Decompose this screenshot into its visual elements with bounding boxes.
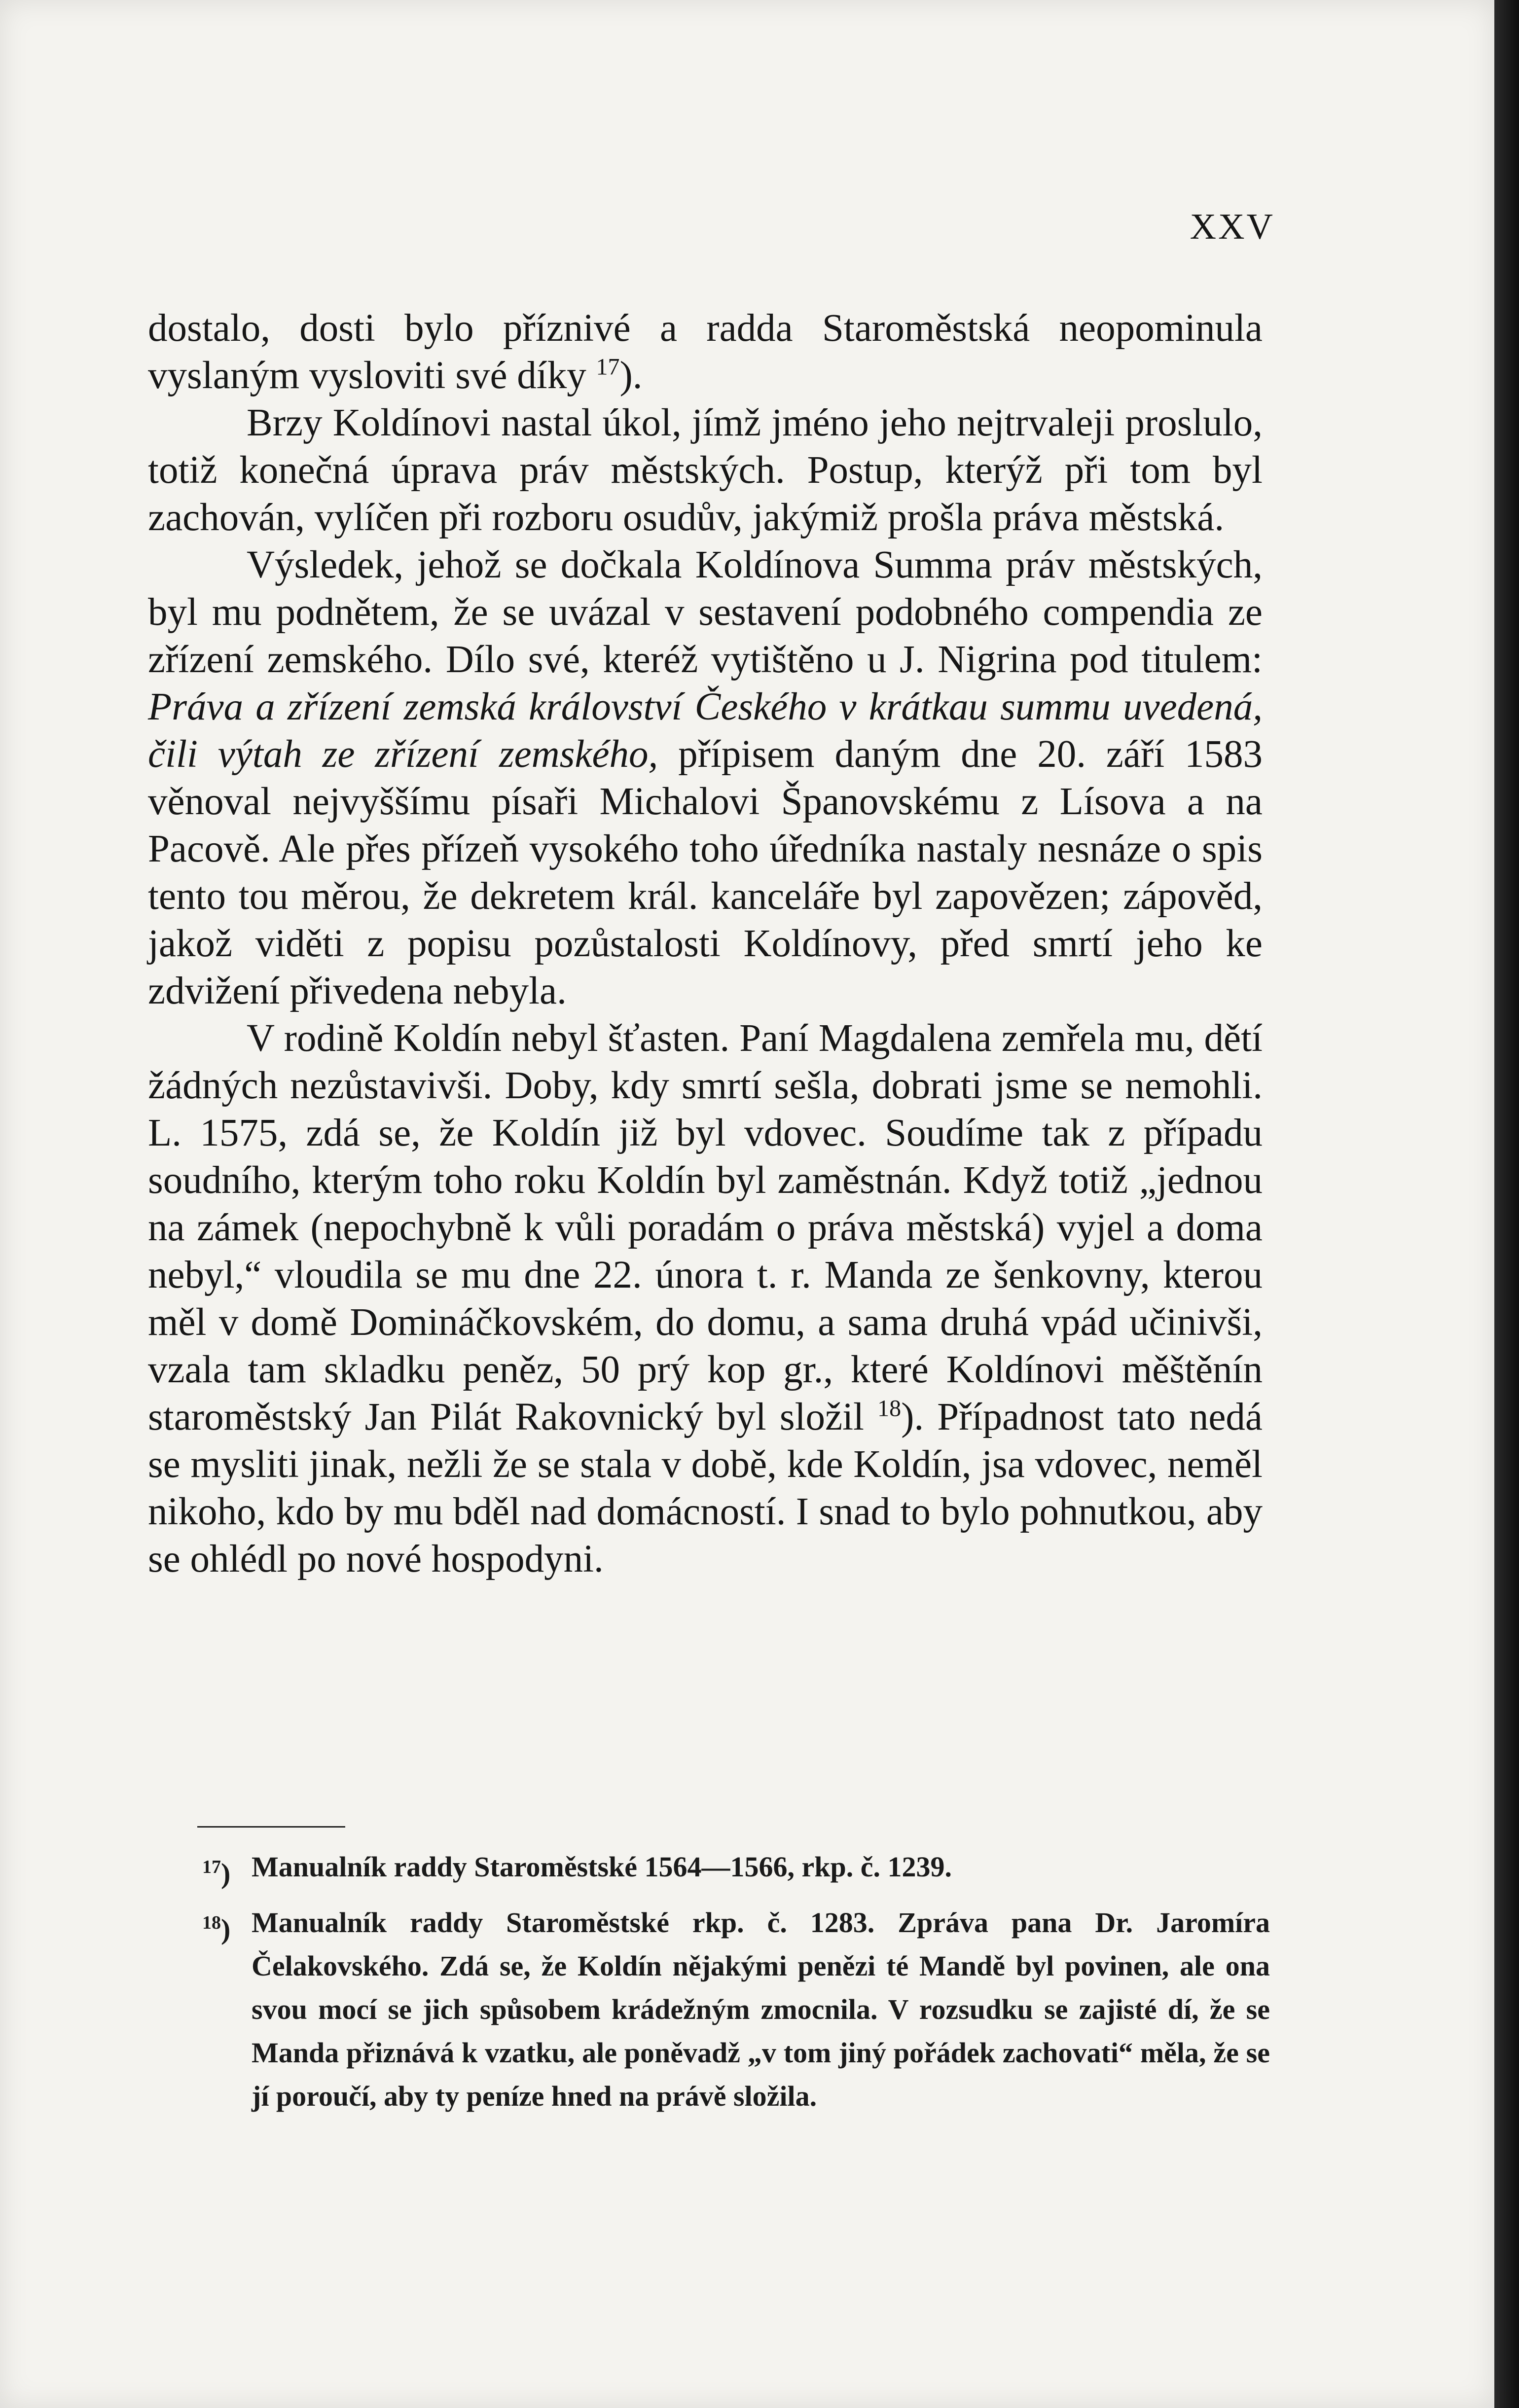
main-text bbox=[148, 305, 1263, 1583]
page-edge-shadow bbox=[1494, 0, 1519, 2408]
paragraph-1 bbox=[148, 305, 1263, 399]
book-title-italic: Práva a zřízení zemská království Českého v krátkau summu uvedená, čili výtah ze zřízení zemského, bbox=[148, 685, 1263, 776]
paragraph-text: V rodině Koldín nebyl šťasten. Paní Magdalena zemřela mu, dětí žádných nezůstavivši. Doby, kdy smrtí sešla, dobrati jsme se nemohli. L. 1575, zdá se, že Koldín již byl vdovec. Soudíme tak z případu soudního, kterým toho roku Koldín byl zaměstnán. Když totiž „jednou na zámek (nepochybně k vůli poradám o práva městská) vyjel a doma nebyl,“ vloudila se mu dne 22. února t. r. Manda ze šenkovny, kterou měl v domě Domináčkovském, do domu, a sama druhá vpád učinivši, vzala tam skladku peněz, 50 prý kop gr., které Koldínovi měštěnín staroměstský Jan Pilát Rakovnický byl složil bbox=[148, 1017, 1263, 1438]
footnote-17 bbox=[202, 1845, 1270, 1895]
paragraph-text: Brzy Koldínovi nastal úkol, jímž jméno jeho nejtrvaleji proslulo, totiž konečná úprava práv městských. Postup, kterýž při tom byl zachován, vylíčen při rozboru osudův, jakýmiž prošla práva městská. bbox=[148, 401, 1263, 539]
paragraph-text-before: Výsledek, jehož se dočkala Koldínova Summa práv městských, byl mu podnětem, že se uvázal v sestavení podobného compendia ze zřízení zemského. Dílo své, kteréž vytištěno u J. Nigrina pod titulem: bbox=[148, 543, 1263, 681]
paragraph-3 bbox=[148, 541, 1263, 1015]
footnote-text: Manualník raddy Staroměstské 1564—1566, rkp. č. 1239. bbox=[252, 1851, 952, 1883]
footnote-number: 17 bbox=[202, 1857, 221, 1877]
paragraph-2 bbox=[148, 399, 1263, 541]
footnote-ref-18: 18 bbox=[877, 1395, 902, 1422]
footnote-mark: $^{18}$) bbox=[202, 1912, 231, 1945]
paragraph-text: dostalo, dosti bylo příznivé a radda Staroměstská neopominula vyslaným vysloviti své díky bbox=[148, 307, 1263, 397]
paragraph-text-after: ). Případnost tato nedá se mysliti jinak, nežli že se stala v době, kde Koldín, jsa vdovec, neměl nikoho, kdo by mu bděl nad domácností. I snad to bylo pohnutkou, aby se ohlédl po nové hospodyni. bbox=[148, 1396, 1263, 1581]
footnote-mark: $^{17}$) bbox=[202, 1857, 231, 1890]
footnotes bbox=[202, 1845, 1270, 2124]
paragraph-text-after: ). bbox=[619, 354, 643, 397]
footnote-text: Manualník raddy Staroměstské rkp. č. 1283. Zpráva pana Dr. Jaromíra Čelakovského. Zdá se, že Koldín nějakými penězi té Mandě byl povinen, ale ona svou mocí se jich spůsobem krádežným zmocnila. V rozsudku se zajisté dí, že se Manda přiznává k vzatku, ale poněvadž „v tom jiný pořádek zachovati“ měla, že se jí poroučí, aby ty peníze hned na právě složila. bbox=[252, 1906, 1270, 2113]
footnote-ref-17: 17 bbox=[596, 354, 620, 380]
paragraph-4 bbox=[148, 1015, 1263, 1583]
footnote-divider bbox=[197, 1826, 345, 1828]
footnote-18 bbox=[202, 1901, 1270, 2118]
footnote-number: 18 bbox=[202, 1912, 221, 1934]
page-number: XXV bbox=[1190, 207, 1275, 247]
paragraph-text-after: přípisem daným dne 20. září 1583 věnoval nejvyššímu písaři Michalovi Španovskému z Lísova a na Pacově. Ale přes přízeň vysokého toho úředníka nastaly nesnáze o spis tento tou měrou, že dekretem král. kanceláře byl zapovězen; zápověd, jakož viděti z popisu pozůstalosti Koldínovy, před smrtí jeho ke zdvižení přivedena nebyla. bbox=[148, 733, 1263, 1012]
